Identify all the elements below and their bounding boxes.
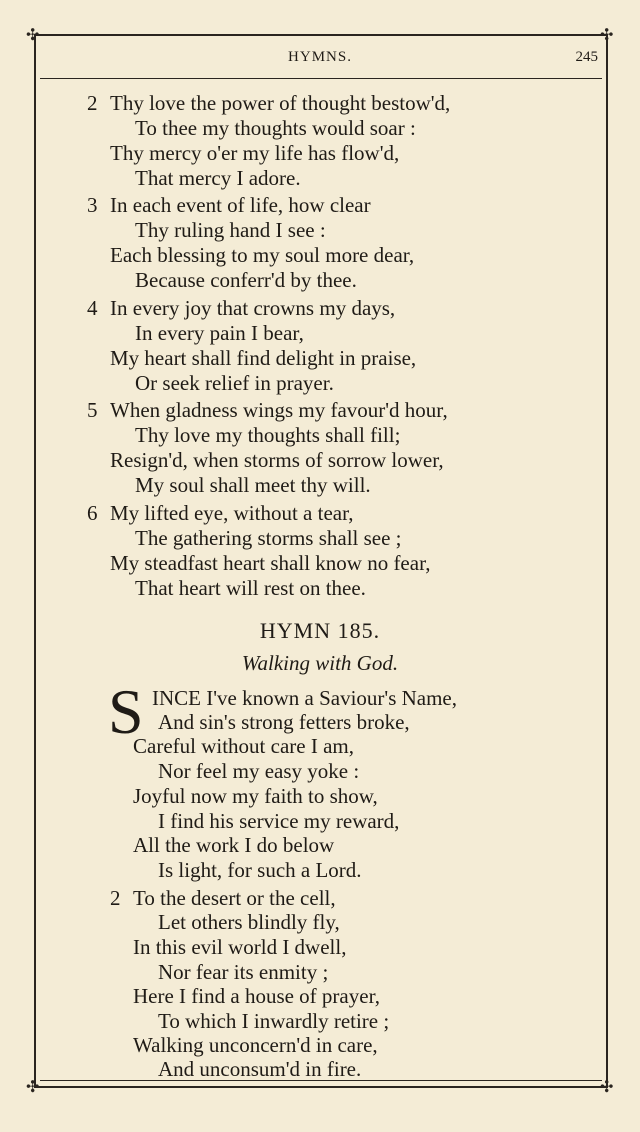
top-rule bbox=[34, 34, 608, 36]
page-number: 245 bbox=[575, 49, 598, 65]
verse-line: The gathering storms shall see ; bbox=[135, 526, 402, 550]
stanza-number: 5 bbox=[87, 398, 98, 422]
corner-ornament-icon: ✣ bbox=[600, 25, 614, 44]
verse-line: In this evil world I dwell, bbox=[133, 935, 347, 959]
verse-line: Thy love the power of thought bestow'd, bbox=[110, 91, 451, 115]
verse-line: To the desert or the cell, bbox=[133, 886, 336, 910]
verse-line: Each blessing to my soul more dear, bbox=[110, 243, 415, 267]
verse-line: Is light, for such a Lord. bbox=[158, 858, 362, 882]
stanza-number: 3 bbox=[87, 193, 98, 217]
verse-line: When gladness wings my favour'd hour, bbox=[110, 398, 448, 422]
stanza-number: 4 bbox=[87, 296, 98, 320]
verse-line: Joyful now my faith to show, bbox=[133, 784, 378, 808]
verse-line: Or seek relief in prayer. bbox=[135, 371, 334, 395]
running-title: HYMNS. bbox=[288, 49, 352, 65]
bottom-rule bbox=[34, 1086, 608, 1088]
verse-line: Nor fear its enmity ; bbox=[158, 960, 329, 984]
verse-line: Here I find a house of prayer, bbox=[133, 984, 380, 1008]
verse-line: And unconsum'd in fire. bbox=[158, 1057, 362, 1081]
verse-line: My soul shall meet thy will. bbox=[135, 473, 371, 497]
hymn-subtitle: Walking with God. bbox=[241, 651, 399, 675]
verse-line: And sin's strong fetters broke, bbox=[158, 710, 410, 734]
verse-line: Walking unconcern'd in care, bbox=[133, 1033, 378, 1057]
drop-cap: S bbox=[108, 676, 144, 747]
hymn-title: HYMN 185. bbox=[259, 618, 381, 643]
verse-line: That heart will rest on thee. bbox=[135, 576, 366, 600]
verse-line: All the work I do below bbox=[133, 833, 335, 857]
corner-ornament-icon: ✣ bbox=[26, 1077, 40, 1096]
verse-line: My lifted eye, without a tear, bbox=[110, 501, 354, 525]
verse-line: Careful without care I am, bbox=[133, 734, 354, 758]
header-rule bbox=[40, 78, 602, 79]
verse-line: In each event of life, how clear bbox=[110, 193, 371, 217]
verse-line: Thy ruling hand I see : bbox=[135, 218, 326, 242]
page-header bbox=[40, 49, 600, 71]
verse-line: My heart shall find delight in praise, bbox=[110, 346, 417, 370]
stanza-number: 6 bbox=[87, 501, 98, 525]
verse-line: In every joy that crowns my days, bbox=[110, 296, 396, 320]
verse-line: To which I inwardly retire ; bbox=[158, 1009, 390, 1033]
verse-line: Resign'd, when storms of sorrow lower, bbox=[110, 448, 444, 472]
verse-line: I find his service my reward, bbox=[158, 809, 400, 833]
verse-line: Thy love my thoughts shall fill; bbox=[135, 423, 401, 447]
left-rule bbox=[34, 34, 36, 1088]
stanza-number: 2 bbox=[110, 886, 121, 910]
corner-ornament-icon: ✣ bbox=[26, 25, 40, 44]
verse-line: My steadfast heart shall know no fear, bbox=[110, 551, 431, 575]
verse-line: Nor feel my easy yoke : bbox=[158, 759, 360, 783]
verse-line: Let others blindly fly, bbox=[158, 910, 340, 934]
verse-line: That mercy I adore. bbox=[135, 166, 301, 190]
verse-line: To thee my thoughts would soar : bbox=[135, 116, 416, 140]
right-rule bbox=[606, 34, 608, 1088]
verse-line: Thy mercy o'er my life has flow'd, bbox=[110, 141, 400, 165]
verse-line: In every pain I bear, bbox=[135, 321, 304, 345]
verse-line: Because conferr'd by thee. bbox=[135, 268, 357, 292]
verse-line: INCE I've known a Saviour's Name, bbox=[152, 686, 458, 710]
corner-ornament-icon: ✣ bbox=[600, 1077, 614, 1096]
stanza-number: 2 bbox=[87, 91, 98, 115]
